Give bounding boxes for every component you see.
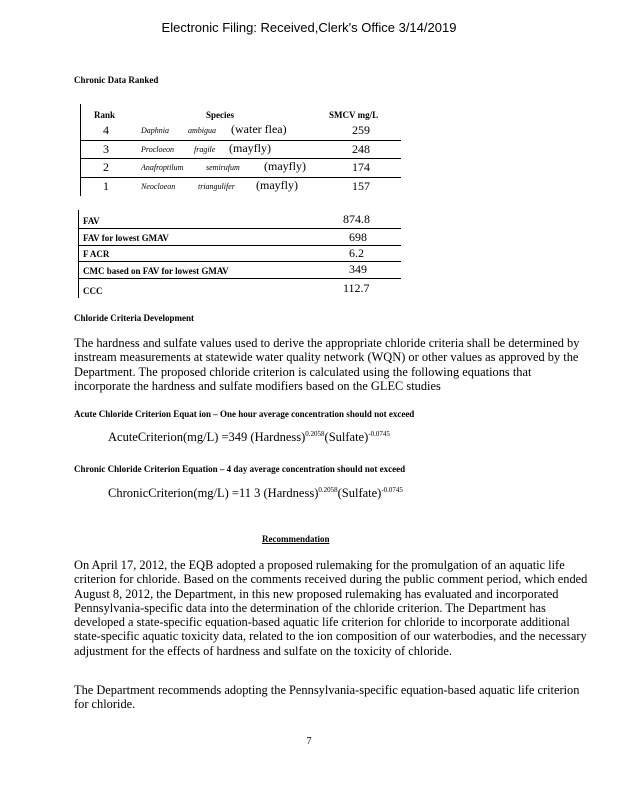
chronic-hardness-exponent: 0.205 — [318, 486, 335, 494]
rank-cell: 3 — [103, 142, 109, 156]
acute-sulfate-term: (Sulfate) — [324, 430, 369, 445]
table-row — [79, 279, 401, 298]
chloride-criteria-paragraph: The hardness and sulfate values used to derive the appropriate chloride criteria shall be determined by instream measurements at statewide water quality network (WQN) or other values as approved by the Department. The proposed chloride criterion is calculated using the following equations that incorporate the hardness and sulfate modifiers based on the GLEC studies — [74, 336, 580, 393]
table-row — [79, 229, 401, 246]
chronic-criterion-equation — [108, 486, 403, 501]
rank-cell: 4 — [103, 123, 109, 137]
table-row — [81, 122, 401, 141]
rank-cell: 1 — [103, 179, 109, 193]
table-row — [79, 210, 401, 229]
common-name-cell: (mayfly) — [264, 159, 306, 173]
species-table — [80, 104, 401, 196]
chronic-hardness-exponent-digit: 8 — [334, 486, 338, 494]
genus-cell: Procloeon — [141, 145, 175, 154]
acute-hardness-exponent-digit: 8 — [321, 430, 325, 438]
acute-equation-main: AcuteCriterion(mg/L) =349 (Hardness) — [108, 430, 306, 445]
chronic-data-ranked-title: Chronic Data Ranked — [74, 75, 159, 85]
summary-value: 698 — [349, 230, 367, 244]
chronic-sulfate-term: (Sulfate) — [337, 486, 382, 501]
smcv-value-cell: 174 — [352, 160, 370, 174]
summary-label: F ACR — [83, 249, 110, 259]
smcv-value-cell: 259 — [352, 123, 370, 137]
species-cell: ambigua — [188, 126, 216, 135]
summary-label: CCC — [83, 286, 103, 296]
species-header: Species — [206, 110, 234, 120]
smcv-value-cell: 248 — [352, 142, 370, 156]
summary-table — [78, 210, 401, 298]
acute-criterion-equation — [108, 430, 390, 445]
smcv-value-cell: 157 — [352, 179, 370, 193]
acute-chloride-label: Acute Chloride Criterion Equat ion – One hour average concentration should not exceed — [74, 409, 415, 419]
species-cell: fragile — [194, 145, 216, 154]
chronic-sulfate-exponent: -0.0745 — [381, 486, 403, 494]
rank-cell: 2 — [103, 160, 109, 174]
summary-value: 6.2 — [349, 246, 364, 260]
genus-cell: Daphnia — [141, 126, 169, 135]
recommendation-paragraph: On April 17, 2012, the EQB adopted a proposed rulemaking for the promulgation of an aquatic life criterion for chloride. Based on the comments received during the public comment period, which ended August 8, 2012, the Department, in this new proposed rulemaking has evaluated and incorporated Pennsylvania-specific data into the determination of the chloride criterion. The Department has developed a state-specific equation-based aquatic life criterion for chloride to incorporate additional state-specific aquatic toxicity data, related to the ion composition of our waterbodies, and the necessary adjustment for the effects of hardness and sulfate on the toxicity of chloride. — [74, 558, 588, 658]
summary-label: FAV — [83, 216, 100, 226]
table-row — [81, 178, 401, 196]
recommendation-title: Recommendation — [262, 534, 330, 544]
species-cell: triangulifer — [198, 182, 235, 191]
chronic-equation-main: ChronicCriterion(mg/L) =11 3 (Hardness) — [108, 486, 319, 501]
chronic-chloride-label: Chronic Chloride Criterion Equation – 4 day average concentration should not exceed — [74, 464, 406, 474]
common-name-cell: (mayfly) — [256, 178, 298, 192]
summary-label: CMC based on FAV for lowest GMAV — [83, 266, 229, 276]
page-number: 7 — [306, 736, 312, 747]
acute-hardness-exponent: 0.205 — [305, 430, 322, 438]
species-cell: semirufum — [206, 163, 240, 172]
rank-header: Rank — [94, 110, 116, 120]
summary-value: 349 — [349, 262, 367, 276]
table-row — [81, 159, 401, 178]
table-row — [81, 141, 401, 159]
electronic-filing-header: Electronic Filing: Received,Clerk's Office 3/14/2019 — [161, 20, 457, 35]
summary-label: FAV for lowest GMAV — [83, 233, 169, 243]
smcv-header: SMCV mg/L — [329, 110, 379, 120]
chloride-criteria-development-title: Chloride Criteria Development — [74, 313, 194, 323]
acute-sulfate-exponent: -0.0745 — [368, 430, 390, 438]
summary-value: 874.8 — [343, 212, 370, 226]
recommendation-conclusion: The Department recommends adopting the Pennsylvania-specific equation-based aquatic life criterion for chloride. — [74, 683, 580, 712]
table-row — [79, 262, 401, 279]
summary-value: 112.7 — [343, 281, 370, 295]
table-row — [79, 246, 401, 262]
common-name-cell: (water flea) — [231, 122, 287, 136]
genus-cell: Anafroptilum — [141, 163, 184, 172]
common-name-cell: (mayfly) — [229, 141, 271, 155]
genus-cell: Neocloeon — [141, 182, 176, 191]
